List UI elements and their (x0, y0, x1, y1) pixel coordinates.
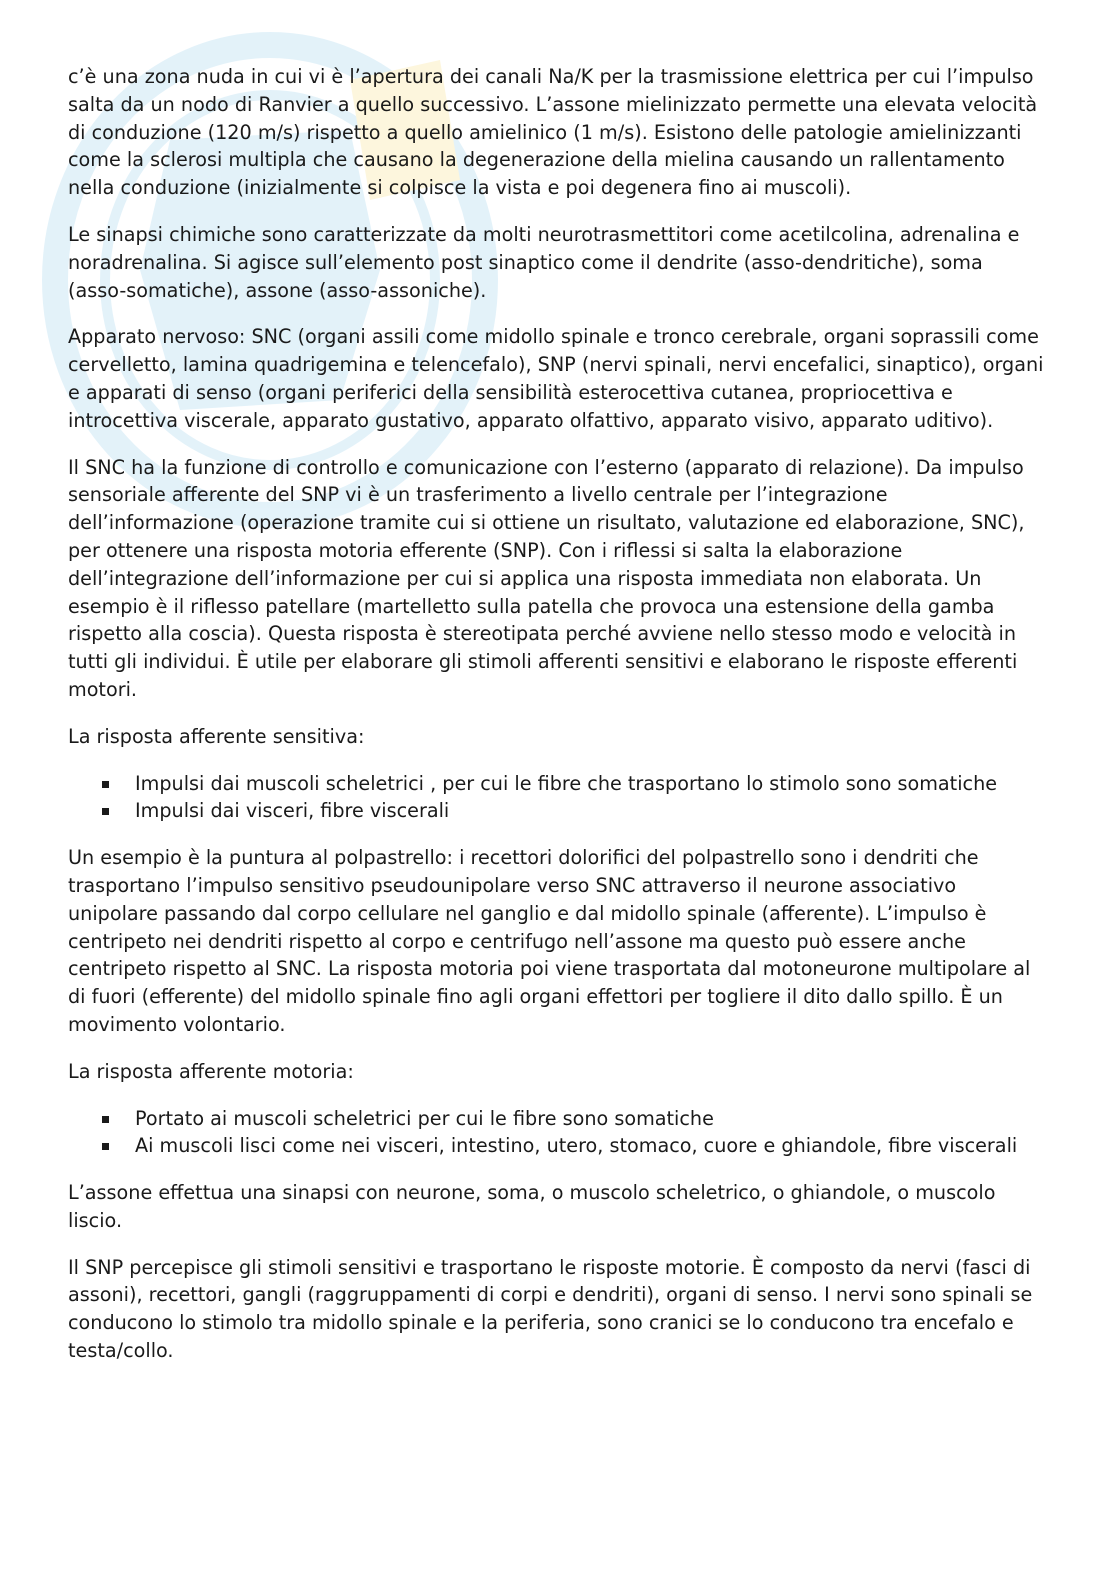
list-item: Ai muscoli lisci come nei visceri, intestino, utero, stomaco, cuore e ghiandole, fibre viscerali (68, 1132, 1046, 1160)
paragraph-snc: Il SNC ha la funzione di controllo e comunicazione con l’esterno (apparato di relazione). Da impulso sensoriale afferente del SNP vi è un trasferimento a livello centrale per l’integrazione dell’informazione (operazione tramite cui si ottiene un risultato, valutazione ed elaborazione, SNC), per ottenere una risposta motoria efferente (SNP). Con i riflessi si salta la elaborazione dell’integrazione dell’informazione per cui si applica una risposta immediata non elaborata. Un esempio è il riflesso patellare (martelletto sulla patella che provoca una estensione della gamba rispetto alla coscia). Questa risposta è stereotipata perché avviene nello stesso modo e velocità in tutti gli individui. È utile per elaborare gli stimoli afferenti sensitivi e elaborano le risposte efferenti motori. (68, 455, 1025, 701)
list-item: Impulsi dai muscoli scheletrici , per cui le fibre che trasportano lo stimolo sono somatiche (68, 770, 1046, 798)
list-item: Impulsi dai visceri, fibre viscerali (68, 797, 1046, 825)
paragraph-risposta-sensitiva-heading: La risposta afferente sensitiva: (68, 724, 365, 748)
list-item: Portato ai muscoli scheletrici per cui le fibre sono somatiche (68, 1105, 1046, 1133)
list-risposta-sensitiva (68, 770, 1046, 826)
paragraph-apparato-nervoso: Apparato nervoso: SNC (organi assili come midollo spinale e tronco cerebrale, organi soprassili come cervelletto, lamina quadrigemina e telencefalo), SNP (nervi spinali, nervi encefalici, sinaptico), organi e apparati di senso (organi periferici della sensibilità esterocettiva cutanea, propriocettiva e introcettiva viscerale, apparato gustativo, apparato olfattivo, apparato visivo, apparato uditivo). (68, 325, 1044, 432)
paragraph-polpastrello: Un esempio è la puntura al polpastrello: i recettori dolorifici del polpastrello sono i dendriti che trasportano l’impulso sensitivo pseudounipolare verso SNC attraverso il neurone associativo unipolare passando dal corpo cellulare nel ganglio e dal midollo spinale (afferente). L’impulso è centripeto nei dendriti rispetto al corpo e centrifugo nell’assone ma questo può essere anche centripeto rispetto al SNC. La risposta motoria poi viene trasportata dal motoneurone multipolare al di fuori (efferente) del midollo spinale fino agli organi effettori per togliere il dito dallo spillo. È un movimento volontario. (68, 846, 1031, 1036)
paragraph-assone-sinapsi: L’assone effettua una sinapsi con neurone, soma, o muscolo scheletrico, o ghiandole, o muscolo liscio. (68, 1181, 996, 1232)
paragraph-snp: Il SNP percepisce gli stimoli sensitivi e trasportano le risposte motorie. È composto da nervi (fasci di assoni), recettori, gangli (raggruppamenti di corpi e dendriti), organi di senso. I nervi sono spinali se conducono lo stimolo tra midollo spinale e la periferia, sono cranici se lo conducono tra encefalo e testa/collo. (68, 1255, 1033, 1363)
list-risposta-motoria (68, 1105, 1046, 1161)
paragraph-risposta-motoria-heading: La risposta afferente motoria: (68, 1059, 354, 1083)
paragraph-mielina: c’è una zona nuda in cui vi è l’apertura dei canali Na/K per la trasmissione elettrica per cui l’impulso salta da un nodo di Ranvier a quello successivo. L’assone mielinizzato permette una elevata velocità di conduzione (120 m/s) rispetto a quello amielinico (1 m/s). Esistono delle patologie amielinizzanti come la sclerosi multipla che causano la degenerazione della mielina causando un rallentamento nella conduzione (inizialmente si colpisce la vista e poi degenera fino ai muscoli). (68, 65, 1038, 200)
paragraph-sinapsi-chimiche: Le sinapsi chimiche sono caratterizzate da molti neurotrasmettitori come acetilcolina, adrenalina e noradrenalina. Si agisce sull’elemento post sinaptico come il dendrite (asso-dendritiche), soma (asso-somatiche), assone (asso-assoniche). (68, 222, 1020, 302)
